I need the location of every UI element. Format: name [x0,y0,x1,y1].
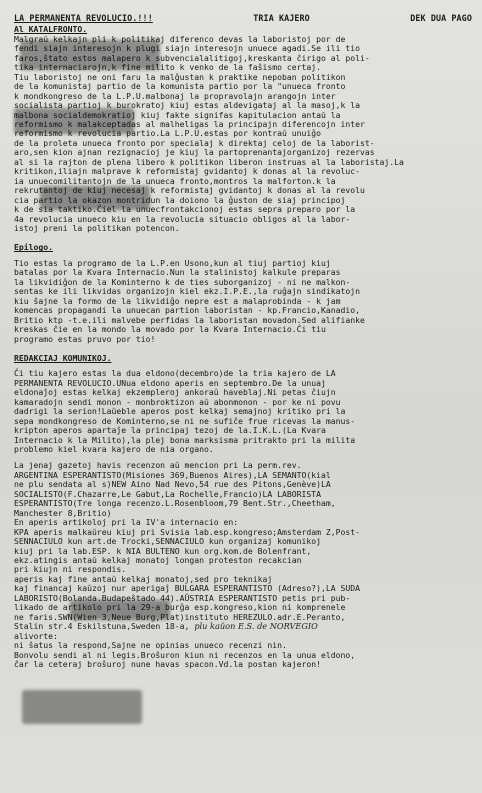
issue-label: TRIA KAJERO [253,13,310,23]
text-line: kiuj pri la lab.ESP. k NIA BULTENO kun org.kom.de Bolenfrant, [14,545,312,556]
journal-title: LA PERMANENTA REVOLUCIO.!!! [14,13,153,23]
ink-smudge [22,690,142,724]
text-line: Britio ktp -t.e.ili malvebe perfidas la laboristan movadon.Sed alifianke [14,314,365,325]
section-redakciaj-komunikoj [14,354,472,455]
text-line: 4a revolucia unueco kiu en la revolucia situacio obligos al la labor- [14,213,351,224]
text-line: kaj financaj kaŭzoj nur aperigaĵ BULGARA ESPERANTISTO (Adreso?),LA SUDA [14,583,360,594]
text-line: ĉar la ceteraj broŝuroj nune havas spacon.Vd.la postan kajeron! [14,659,321,669]
text-line: SOCIALISTO(F.Chazarre,Le Gabut,La Rochelle,Francio)LA LABORISTA [14,488,321,499]
text-line: pri kiujn ni respondis. [14,564,127,575]
text-line: malbona socialdemokratioj kiuj fakte signifas kapitulacion antaŭ la [14,109,341,120]
text-line: Tio estas la programo de la L.P.en Usono,kun al tiuj partioj kiuj [14,257,331,268]
text-line: PERMANENTA REVOLUCIO.UNua eldono aperis en septembro.De la unuaj [14,377,326,388]
text-line: eldonaĵoj estas kelkaj ekzempleroj ankoraŭ haveblaj.Ni petas ĉiujn [14,387,336,398]
section-heading: Al KATALFRONTO. [14,24,88,35]
page-label: DEK DUA PAGO [410,13,472,23]
text-line: Bonvolu sendi al ni legis.Broŝuron kiun ni recenzos en la unua eldono, [14,649,356,660]
handwritten-note: plu kaŭon E.S. de NORVEGIO [194,621,318,632]
text-line: ESPERANTISTO(Tre longa recenzo.L.Rosenbloom,79 Bent.Str.,Cheetham, [14,498,336,509]
text-line [14,622,472,631]
text-line: kripton aperos apartaĵe la principaj tezoj de la.I.K.L.(La Kvara [14,425,326,436]
text-line: aperis kaj fine antaŭ kelkaj monatoj,sed pro teknikaj [14,573,273,584]
section-body [14,35,472,234]
text-line: Manchester 8,Britio) [14,507,112,518]
text-line: kreskas ĉie en la mondo la movado por la Kvara Internacio.Ĉi tiu [14,324,326,335]
text-line: LABORISTO(Bolanda.Budapeŝtado 44).AŬSTRIA ESPERANTISTO petis pri pub- [14,592,351,603]
text-line: ARGENTINA ESPERANTISTO(Misiones 369,Buenos Aires),LA SEMANTO(kial [14,469,331,480]
text-line: komencas propagandi la unuecan partion laboristan - kp.Francio,Kanadio, [14,305,360,316]
text-line: kamaradojn sendi monon - monbroktizon aŭ abonmonon - por ke ni povu [14,396,341,407]
text-line: Ĉi tiu kajero estas la dua eldono(decembro)de la tria kajero de LA [14,368,336,379]
text-line: programo estas pruvo por tio! [14,333,156,344]
text-line: k de sia taktiko.Ĉiel la unuecfrontakcionoj estas sepra preparo por la [14,204,356,215]
text-line: ne plu sendata al s)NEW Aino Nad Nevo,54 rue des Pitons,Genève)LA [14,479,331,490]
text-line: istoj preni la politikan potencon. [14,222,180,233]
text-line: Malgraŭ kelkajn pli k politikaj diferenco devas la laboristoj por de [14,33,346,44]
section-recenzoj [14,461,472,669]
text-line: sepa mondkongreso de Kominterno,se ni ne sufiĉe frue ricevas la manus- [14,415,356,426]
section-epilogo [14,243,472,344]
text-line: En aperis artikoloj pri la IV'a internacio en: [14,517,239,528]
text-line: k mondkongreso de la L.P.U.malbonaj la propravolajn arangojn inter [14,90,336,101]
text-line: faros,ŝtato estos malapero k subvencialalitigoj,kreskanta ĉirigo al poli- [14,52,370,63]
text-line: Internacio k la Milito),la plej bona marksisma pritrakto pri la milita [14,434,356,445]
section-body [14,461,472,669]
text-line: ne faris.SWN(Wien 3,Neue Burg,Plat)instituto HEREZULO.adr.E.Peranto, [14,611,346,622]
text-line: kiu ŝajne la formo de la likvidiĝo nepre est a malaprobinda - k jam [14,295,341,306]
section-heading: Epilogo. [14,242,53,253]
text-line: ia unuecomilitantojn de la unueca fronto,montros la malforton.k la [14,175,336,186]
text-line: al si la rajton de plena libero k politikon liberon instruas al la laboristaj.La [14,156,404,167]
text-line: de la proleta unueca fronto por specialaj k direktaj celoj de la laborist- [14,137,375,148]
text-line: tika internaciarojn,k fine milito k venko de la faŝismo certaj. [14,62,321,73]
section-body [14,369,472,454]
section-katalfronto [14,25,472,233]
text-line: likado de artikolo pri la 29-a burĝa esp.kongreso,kion ni komprenele [14,602,346,613]
text-line: batalas por la Kvara Internacio.Nun la stalinistoj kalkule preparas [14,267,341,278]
text-line: reformismo k revolucia partio.La L.P.U.estas por kontraŭ unuiĝo [14,128,321,139]
text-line: kritikon,iliajn malprave k reformistaj gvidantoj k donas al la revoluc- [14,166,360,177]
text-line: sentas ke ili likvidas organizojn kiel ekz.I.P.E.,la ruĝajn sindikatojn [14,286,360,297]
text-line: fendi siajn interesojn k plugi siajn interesojn unuece agadi.Se ili tio [14,43,360,54]
section-heading: REDAKCIAJ KOMUNIKOJ. [14,352,112,363]
text-line: aro,sen kion ajnan rezignacioj je kiuj la partoprenantajorganizoj rezervas [14,147,375,158]
text-line: La jenaj gazetoj havis recenzon aŭ mencion pri La perm.rev. [14,460,302,471]
text-line: ni ŝatus la respond,Sajne ne opinias unueco recenzi nin. [14,640,287,651]
text-line: cia partio la okazon montridun la doiono la ĝuston de siaj principoj [14,194,346,205]
text-line: dadrigi la serion!Laŭeble aperos post kelkaj semajnoj kritiko pri la [14,406,346,417]
text-line: reformismo k malakceptadas al malheligas la principajn diferencojn inter [14,118,365,129]
text-fragment: Stalin str.4 Eskilstuna,Sweden 18-a, [14,621,190,632]
text-line: SENNACIULO kun art.de Trocki,SENNACIULO kun organizaj komunikoj [14,536,321,547]
text-line: rekrutantoj de kiuj necesaj k reformistaj gvidantoj k donas al la revolu [14,185,365,196]
text-line: la likvidiĝon de la Kominterno k de ties suborganizoj - ni ne malkon- [14,276,351,287]
page-header [14,14,472,23]
text-line: Tiu laboristoj ne oni faru la malĝustan k praktike nepoban politikon [14,71,346,82]
text-line: problemo kiel kvara kajero de nia organo. [14,444,214,455]
section-body [14,259,472,344]
text-line: ekz.atingis antaŭ kelkaj monatoj longan proteston recakcian [14,555,302,566]
text-line: alivorte: [14,630,58,641]
text-line: KPA aperis malkaŭreu kiuj pri Svisia lab.esp.kongreso;Amsterdam Z,Post- [14,526,360,537]
text-line: socialista partioj k burokratoj kiuj estas aldevigataj al la masoj,k la [14,100,360,111]
text-line: de la komunistaj partio de la komunista partio por la "unueca fronto [14,81,346,92]
